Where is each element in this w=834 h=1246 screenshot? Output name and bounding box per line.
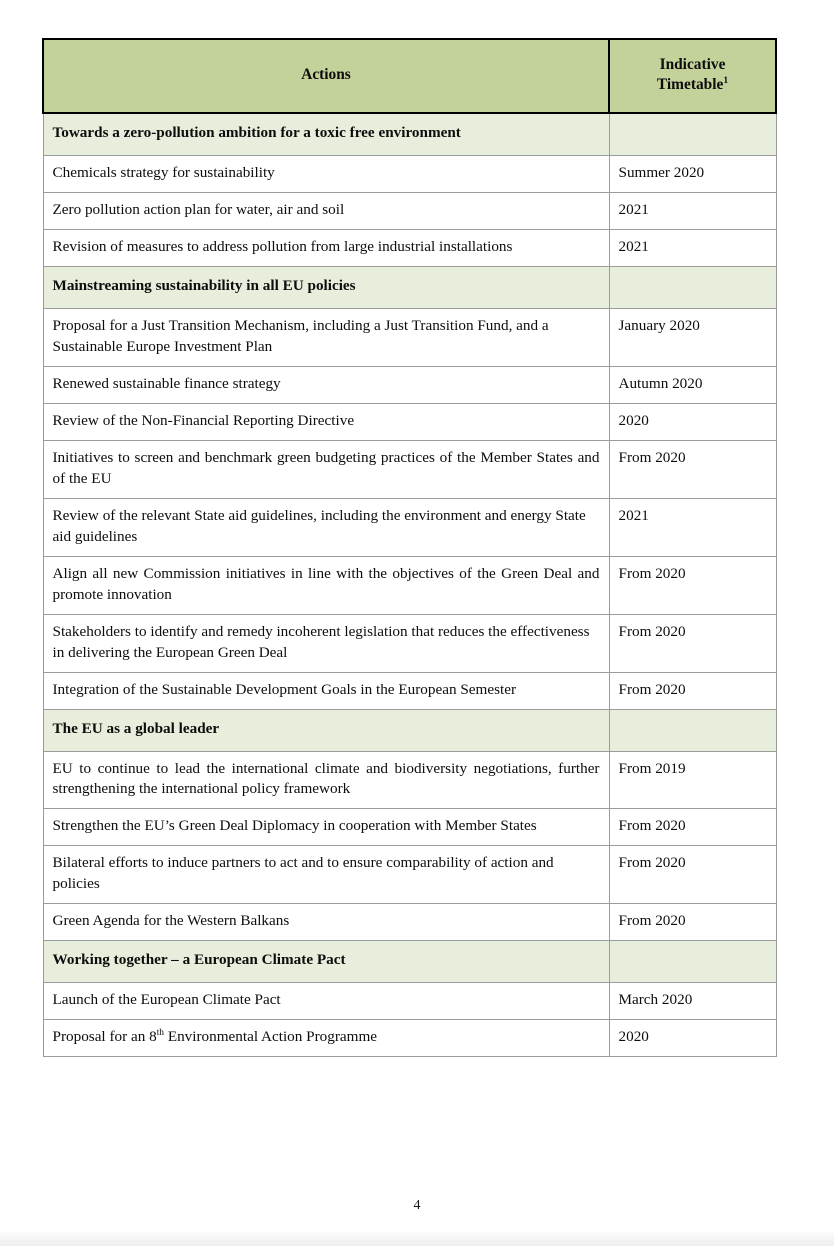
timetable-cell: Autumn 2020: [609, 366, 776, 403]
table-row: [43, 498, 776, 556]
table-section-row: [43, 266, 776, 308]
column-header-line-1: Indicative: [659, 55, 726, 73]
timetable-cell: 2021: [609, 192, 776, 229]
action-cell: Integration of the Sustainable Development Goals in the European Semester: [43, 672, 609, 709]
timetable-cell: From 2020: [609, 846, 776, 904]
page-edge-shadow: [0, 1232, 834, 1246]
action-cell: Revision of measures to address pollution from large industrial installations: [43, 229, 609, 266]
action-cell: Initiatives to screen and benchmark green budgeting practices of the Member States and of the EU: [43, 440, 609, 498]
table-row: [43, 672, 776, 709]
action-cell: Chemicals strategy for sustainability: [43, 156, 609, 193]
action-cell: EU to continue to lead the international climate and biodiversity negotiations, further strengthening the international policy framework: [43, 751, 609, 809]
timetable-cell: From 2020: [609, 556, 776, 614]
timetable-cell: 2021: [609, 229, 776, 266]
table-header-row: [43, 39, 776, 113]
column-header-actions: Actions: [43, 39, 609, 113]
table-body: [43, 113, 776, 1057]
table-row: [43, 229, 776, 266]
table-row: [43, 751, 776, 809]
action-cell: Zero pollution action plan for water, air and soil: [43, 192, 609, 229]
table-row: [43, 983, 776, 1020]
table-section-row: [43, 113, 776, 156]
table-row: [43, 308, 776, 366]
actions-timetable-table: [42, 38, 777, 1057]
column-header-line-2: Timetable: [656, 76, 724, 93]
timetable-cell: January 2020: [609, 308, 776, 366]
ordinal-superscript: th: [156, 1028, 165, 1039]
action-cell: Bilateral efforts to induce partners to act and to ensure comparability of action and policies: [43, 846, 609, 904]
table-row: [43, 403, 776, 440]
table-row: [43, 846, 776, 904]
table-row: [43, 440, 776, 498]
table-row: [43, 366, 776, 403]
timetable-cell: 2020: [609, 403, 776, 440]
timetable-cell: Summer 2020: [609, 156, 776, 193]
timetable-cell: From 2019: [609, 751, 776, 809]
section-title-cell: The EU as a global leader: [43, 709, 609, 751]
table-section-row: [43, 941, 776, 983]
section-timetable-cell: [609, 941, 776, 983]
action-cell: Launch of the European Climate Pact: [43, 983, 609, 1020]
timetable-cell: From 2020: [609, 809, 776, 846]
table-row: [43, 556, 776, 614]
action-cell: Stakeholders to identify and remedy incoherent legislation that reduces the effectiveness in delivering the European Green Deal: [43, 614, 609, 672]
action-cell: Review of the Non-Financial Reporting Directive: [43, 403, 609, 440]
table-row: [43, 192, 776, 229]
action-cell: Align all new Commission initiatives in line with the objectives of the Green Deal and promote innovation: [43, 556, 609, 614]
section-title-cell: Mainstreaming sustainability in all EU policies: [43, 266, 609, 308]
timetable-cell: From 2020: [609, 672, 776, 709]
table-row: [43, 809, 776, 846]
timetable-cell: 2021: [609, 498, 776, 556]
timetable-cell: 2020: [609, 1020, 776, 1057]
table-section-row: [43, 709, 776, 751]
timetable-cell: From 2020: [609, 614, 776, 672]
section-title-cell: Towards a zero-pollution ambition for a toxic free environment: [43, 113, 609, 156]
action-cell: Strengthen the EU’s Green Deal Diplomacy in cooperation with Member States: [43, 809, 609, 846]
action-cell: Review of the relevant State aid guidelines, including the environment and energy State aid guidelines: [43, 498, 609, 556]
timetable-cell: From 2020: [609, 440, 776, 498]
table-row: [43, 904, 776, 941]
section-timetable-cell: [609, 266, 776, 308]
column-header-indicative-timetable: [609, 39, 776, 113]
action-cell: Proposal for a Just Transition Mechanism, including a Just Transition Fund, and a Sustainable Europe Investment Plan: [43, 308, 609, 366]
table-row: [43, 614, 776, 672]
section-timetable-cell: [609, 709, 776, 751]
section-title-cell: Working together – a European Climate Pact: [43, 941, 609, 983]
timetable-cell: March 2020: [609, 983, 776, 1020]
table-row: [43, 156, 776, 193]
action-cell: [43, 1020, 609, 1057]
action-text-before: Proposal for an 8: [52, 1028, 157, 1046]
timetable-cell: From 2020: [609, 904, 776, 941]
action-text-after: Environmental Action Programme: [164, 1028, 378, 1046]
page-number: 4: [413, 1198, 421, 1213]
table-row: [43, 1020, 776, 1057]
footnote-marker: 1: [723, 74, 729, 86]
table-header: [43, 39, 776, 113]
section-timetable-cell: [609, 113, 776, 156]
action-cell: Green Agenda for the Western Balkans: [43, 904, 609, 941]
action-cell: Renewed sustainable finance strategy: [43, 366, 609, 403]
